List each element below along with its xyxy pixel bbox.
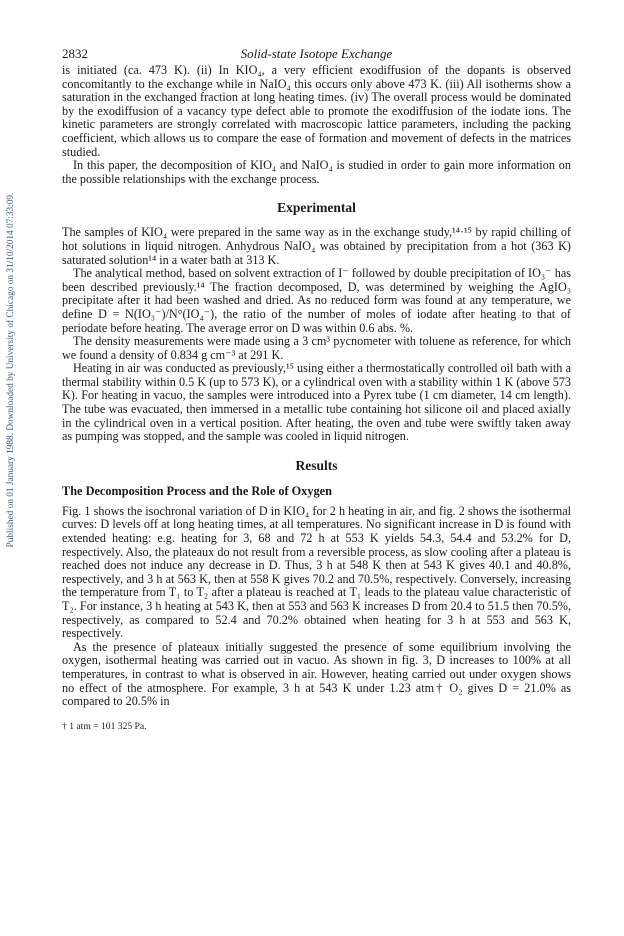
experimental-heading: Experimental: [277, 200, 356, 216]
results-heading: Results: [295, 457, 338, 473]
results-paragraph-1: Fig. 1 shows the isochronal variation of D in KIO₄ for 2 h heating in air, and fig. 2 shows the isothermal curves: D levels off at long heating times, at all temperatures. No significant increase in D is found with extended heating: e.g. heating for 3, 68 and 72 h at 553 K yields 54.3, 54.4 and 53.2% for D, respectively. Also, the plateaux do not result from a reversible process, as slow cooling after a plateau is reached does not induce any decrease in D. Thus, 3 h at 548 K then at 543 K gives 40.1 and 40.8%, respectively, and 3 h at 563 K, then at 558 K gives 70.2 and 70.5%, respectively. Conversely, increasing the temperature from T₁ to T₂ after a plateau is reached at T₁ leads to the plateau value characteristic of T₂. For instance, 3 h heating at 543 K, then at 553 and 563 K increases D from 20.4 to 51.5 then 70.5%, respectively, as compared to 52.4 and 70.2% obtained when heating for 3 h at 553 and 563 K, respectively.: [62, 503, 571, 641]
experimental-paragraph-4: Heating in air was conducted as previously,¹⁵ using either a thermostatically controlled oil bath with a thermal stability within 0.5 K (up to 573 K), or a cylindrical oven with a stability within 1 K (above 573 K). For heating in vacuo, the samples were introduced into a Pyrex tube (1 cm diameter, 14 cm length). The tube was evacuated, then immersed in a metallic tube containing hot silicone oil and placed axially in the cylindrical oven in a vertical position. After heating, the oven and tube were swiftly taken away as pumping was stopped, and the sample was cooled in liquid nitrogen.: [62, 361, 571, 444]
intro-paragraph-1: is initiated (ca. 473 K). (ii) In KIO₄, a very efficient exodiffusion of the dopants is observed concomitantly to the exchange while in NaIO₄ this occurs only above 473 K. (iii) All isotherms show a saturation in the exchanged fraction at long heating times. (iv) The overall process would be dominated by the exodiffusion of a vacancy type defect able to promote the exodiffusion of the iodate ions. The kinetic parameters are strongly correlated with macroscopic lattice parameters, including the packing coefficient, which allows us to compare the ease of formation and movement of defects in the matrices studied.: [62, 63, 571, 159]
results-subheading: The Decomposition Process and the Role of Oxygen: [62, 483, 332, 498]
page-number: 2832: [62, 46, 88, 61]
download-notice-sidebar: [4, 160, 18, 580]
running-title: Solid-state Isotope Exchange: [240, 46, 393, 61]
running-header: [62, 46, 571, 64]
experimental-paragraph-1: The samples of KIO₄ were prepared in the same way as in the exchange study,¹⁴·¹⁵ by rapid chilling of hot solutions in liquid nitrogen. Anhydrous NaIO₄ was obtained by precipitation from a hot (363 K) saturated solution¹⁴ in a water bath at 313 K.: [62, 225, 571, 267]
results-paragraph-2: As the presence of plateaux initially suggested the presence of some equilibrium involving the oxygen, isothermal heating was carried out in vacuo. As shown in fig. 3, D increases to 100% at all temperatures, in contrast to what is observed in air. However, heating carried out under oxygen shows no effect of the atmosphere. For example, 3 h at 543 K under 1.23 atm† O₂ gives D = 21.0% as compared to 20.5% in: [62, 639, 571, 709]
experimental-paragraph-2: The analytical method, based on solvent extraction of I⁻ followed by double precipitation of IO₃⁻ has been described previously.¹⁴ The fraction decomposed, D, was determined by weighing the AgIO₃ precipitate after it had been washed and dried. As no reduced form was found at any temperature, we define D = N(IO₃⁻)/N°(IO₄⁻), the ratio of the number of moles of iodate after heating to that of periodate before heating. The average error on D was within 0.6 abs. %.: [62, 266, 571, 335]
experimental-paragraph-3: The density measurements were made using a 3 cm³ pycnometer with toluene as reference, for which we found a density of 0.834 g cm⁻³ at 291 K.: [62, 334, 571, 362]
article-page: [62, 46, 571, 732]
download-notice: Published on 01 January 1988. Downloaded by University of Chicago on 31/10/2014 07:33:09.: [6, 192, 16, 548]
footnote: † 1 atm = 101 325 Pa.: [62, 720, 147, 732]
intro-paragraph-2: In this paper, the decomposition of KIO₄ and NaIO₄ is studied in order to gain more information on the possible relationships with the exchange process.: [62, 158, 571, 186]
